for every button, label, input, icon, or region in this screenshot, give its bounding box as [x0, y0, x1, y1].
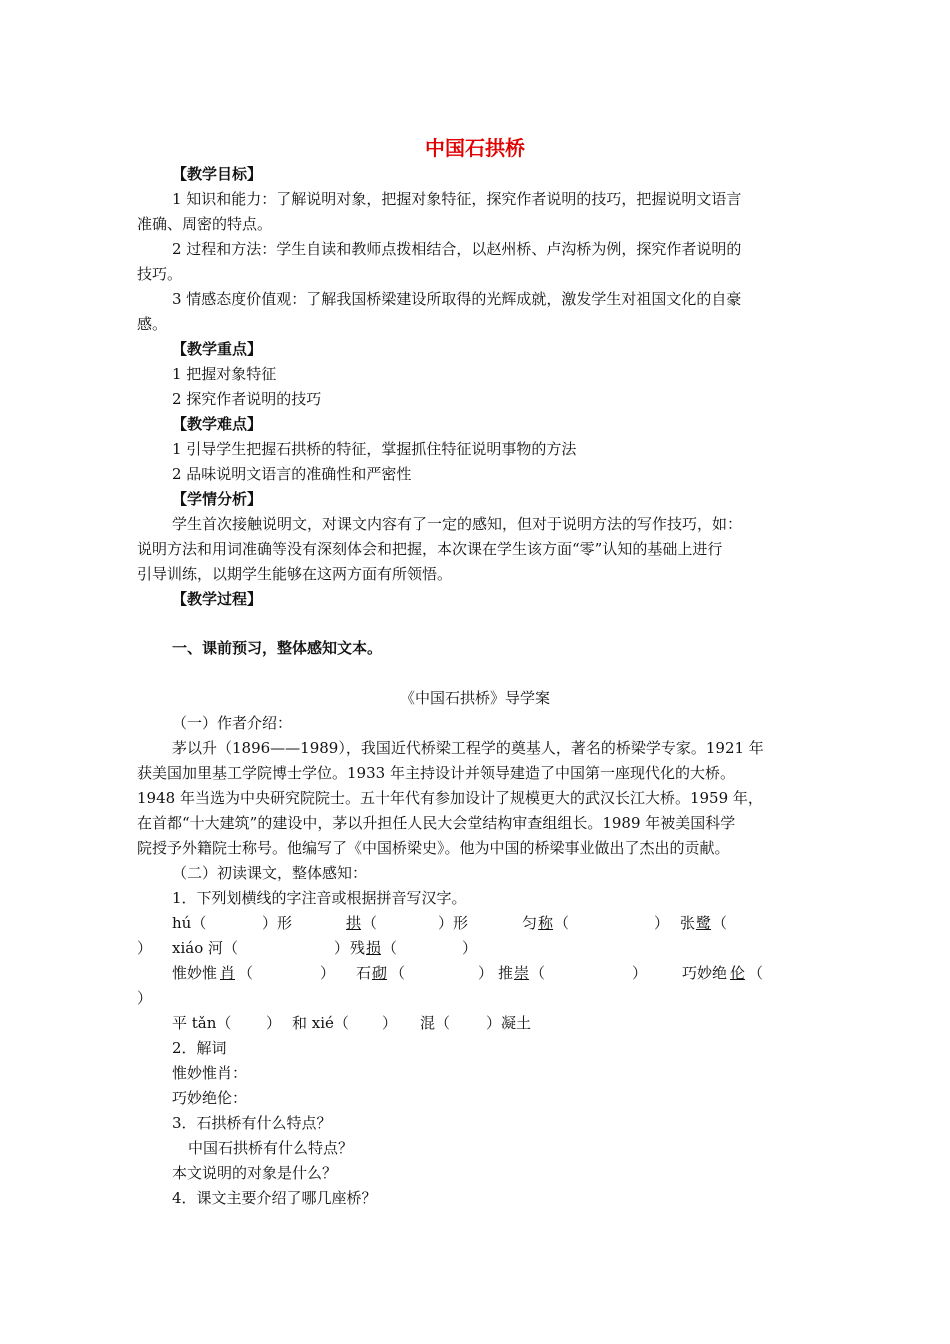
item-lun-char: 伦: [730, 964, 746, 982]
goal-2-line-2: 技巧。: [137, 265, 183, 283]
exercise-row-1: [0, 911, 950, 935]
author-line-2: 获美国加里基工学院博士学位。1933 年主持设计并领导建造了中国第一座现代化的大桥。: [137, 764, 735, 782]
question-2: 2．解词: [172, 1039, 227, 1057]
item-chen-close: ）: [654, 914, 670, 932]
item-chen-pre: 匀: [522, 914, 538, 932]
item-qi-char: 砌: [372, 964, 388, 982]
item-sun-close: ）: [462, 939, 478, 957]
item-gong-char: 拱: [346, 914, 362, 932]
question-4: 4．课文主要介绍了哪几座桥？: [172, 1189, 377, 1207]
goals-heading: 【教学目标】: [172, 165, 263, 183]
item-hun: 混（: [420, 1014, 451, 1032]
author-line-3: 1948 年当选为中央研究院院士。五十年代有参加设计了规模更大的武汉长江大桥。1959 年，: [137, 789, 763, 807]
process-heading: 【教学过程】: [172, 590, 263, 608]
item-tan-close: ）: [266, 1014, 282, 1032]
item-lu-close: ）: [137, 939, 153, 957]
item-xiao: xiáo 河（: [172, 939, 238, 957]
difficulty-2: 2 品味说明文语言的准确性和严密性: [172, 465, 412, 483]
goal-1-line-2: 准确、周密的特点。: [137, 215, 273, 233]
key-point-1: 1 把握对象特征: [172, 365, 277, 383]
reading-heading: （二）初读课文，整体感知：: [172, 864, 368, 882]
item-qi-pre: 石: [356, 964, 372, 982]
question-1: 1．下列划横线的字注音或根据拼音写汉字。: [172, 889, 467, 907]
item-xie-close: ）: [382, 1014, 398, 1032]
key-points-heading: 【教学重点】: [172, 340, 263, 358]
item-qi-open: （: [390, 964, 406, 982]
key-point-2: 2 探究作者说明的技巧: [172, 390, 322, 408]
exercise-row-2: [0, 936, 950, 960]
guide-title: 《中国石拱桥》导学案: [399, 689, 550, 707]
author-line-4: 在首都“十大建筑”的建设中，茅以升担任人民大会堂结构审查组组长。1989 年被美国科学: [137, 814, 736, 832]
item-sun-open: （: [382, 939, 398, 957]
item-sun-char: 损: [366, 939, 382, 957]
item-xiao2-char: 肖: [220, 964, 236, 982]
item-gong-close: ）形: [438, 914, 469, 932]
analysis-line-1: 学生首次接触说明文，对课文内容有了一定的感知，但对于说明方法的写作技巧，如：: [172, 515, 743, 533]
analysis-line-2: 说明方法和用词准确等没有深刻体会和把握，本次课在学生该方面“零”认知的基础上进行: [137, 540, 723, 558]
goal-3-line-1: 3 情感态度价值观：了解我国桥梁建设所取得的光辉成就，激发学生对祖国文化的自豪: [172, 290, 742, 308]
item-lun-close: ）: [137, 989, 153, 1007]
item-xiao2-close: ）: [320, 964, 336, 982]
difficulty-1: 1 引导学生把握石拱桥的特征，掌握抓住特征说明事物的方法: [172, 440, 577, 458]
goal-1-line-1: 1 知识和能力：了解说明对象，把握对象特征，探究作者说明的技巧，把握说明文语言: [172, 190, 742, 208]
item-lun-open: （: [748, 964, 764, 982]
item-chong-close: ）: [632, 964, 648, 982]
item-lu-open: （: [712, 914, 728, 932]
item-xiao2-open: （: [238, 964, 254, 982]
item-hu: hú（: [172, 914, 207, 932]
item-xiao2-pre: 惟妙惟: [172, 964, 218, 982]
item-gong-open: （: [362, 914, 378, 932]
analysis-heading: 【学情分析】: [172, 490, 263, 508]
item-chen-open: （: [554, 914, 570, 932]
author-line-5: 院授予外籍院士称号。他编写了《中国桥梁史》。他为中国的桥梁事业做出了杰出的贡献。: [137, 839, 730, 857]
author-line-1: 茅以升（1896——1989），我国近代桥梁工程学的奠基人，著名的桥梁学专家。1921 年: [172, 739, 764, 757]
item-tan: 平 tǎn（: [172, 1014, 232, 1032]
exercise-row-3: [0, 961, 950, 985]
item-chen-char: 称: [538, 914, 554, 932]
analysis-line-3: 引导训练，以期学生能够在这两方面有所领悟。: [137, 565, 453, 583]
item-lun-pre: 巧妙绝: [682, 964, 728, 982]
goal-2-line-1: 2 过程和方法：学生自读和教师点拨相结合，以赵州桥、卢沟桥为例，探究作者说明的: [172, 240, 742, 258]
question-3-sub-1: 中国石拱桥有什么特点？: [188, 1139, 354, 1157]
item-lu-pre: 张: [680, 914, 696, 932]
difficulties-heading: 【教学难点】: [172, 415, 263, 433]
goal-3-line-2: 感。: [137, 315, 168, 333]
word-1: 惟妙惟肖：: [172, 1064, 248, 1082]
item-lu-char: 鹭: [696, 914, 712, 932]
item-hun-close: ）凝土: [486, 1014, 532, 1032]
author-heading: （一）作者介绍：: [172, 714, 293, 732]
item-xie: 和 xié（: [292, 1014, 349, 1032]
question-3: 3．石拱桥有什么特点？: [172, 1114, 332, 1132]
item-chong-char: 崇: [514, 964, 530, 982]
question-3-sub-2: 本文说明的对象是什么？: [172, 1164, 338, 1182]
item-chong-open: （: [530, 964, 546, 982]
item-chong-pre: 推: [498, 964, 514, 982]
exercise-row-4: [0, 986, 950, 1010]
item-xiao-close: ）: [334, 939, 350, 957]
item-qi-close: ）: [478, 964, 494, 982]
page-title: 中国石拱桥: [425, 136, 525, 160]
item-sun-pre: 残: [350, 939, 366, 957]
item-hu-close: ）形: [262, 914, 293, 932]
section-1-heading: 一、课前预习，整体感知文本。: [172, 639, 383, 657]
word-2: 巧妙绝伦：: [172, 1089, 248, 1107]
exercise-row-5: [0, 1011, 950, 1035]
